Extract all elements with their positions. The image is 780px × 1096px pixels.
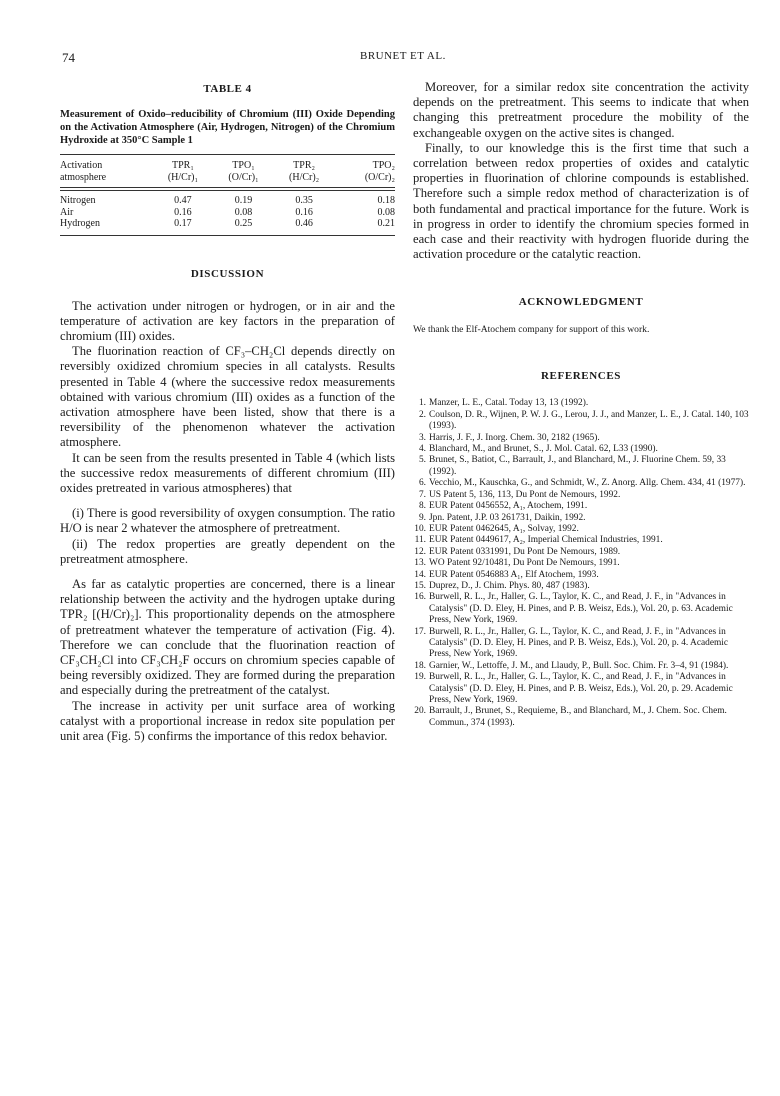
reference-number: 9.: [418, 512, 426, 523]
reference-item: [413, 433, 749, 444]
reference-item: [413, 581, 749, 592]
reference-item: [413, 478, 749, 489]
reference-number: 10.: [414, 523, 426, 534]
col-header-line2: (O/Cr)₂: [364, 172, 395, 183]
reference-item: [413, 661, 749, 672]
reference-item: [413, 513, 749, 524]
paragraph: The activation under nitrogen or hydrogen, or in air and the temperature of activation are key factors in the preparation of chromium (III) oxides.: [60, 298, 395, 343]
table-cell: 0.25: [234, 218, 253, 229]
col-header-line2: atmosphere: [60, 172, 107, 183]
reference-item: [413, 672, 749, 706]
col-header-line1: TPO₂: [372, 160, 395, 171]
col-header-line1: TPR₁: [171, 160, 194, 171]
reference-number: 18.: [414, 660, 426, 671]
paragraph: It can be seen from the results presented in Table 4 (which lists the successive redox measurements of different chromium (III) oxides pretreated in various atmospheres) that: [60, 450, 395, 495]
reference-text: EUR Patent 0462645, A₁, Solvay, 1992.: [429, 523, 579, 534]
reference-number: 3.: [418, 432, 426, 443]
reference-item: [413, 444, 749, 455]
reference-text: Blanchard, M., and Brunet, S., J. Mol. Catal. 62, L33 (1990).: [429, 444, 658, 455]
acknowledgment-text: We thank the Elf-Atochem company for support of this work.: [413, 324, 650, 336]
table-cell: 0.08: [377, 206, 395, 218]
reference-number: 8.: [418, 501, 426, 512]
table-row: [60, 218, 395, 235]
table-col-header: [60, 155, 153, 187]
paragraph: (i) There is good reversibility of oxygen consumption. The ratio H/O is near 2 whatever the atmosphere of pretreatment.: [60, 506, 395, 536]
reference-text: Harris, J. F., J. Inorg. Chem. 30, 2182 (1965).: [429, 432, 600, 443]
reference-item: [413, 547, 749, 558]
col-header-line1: TPR₂: [293, 160, 315, 171]
reference-text: Jpn. Patent, J.P. 03 261731, Daikin, 1992.: [429, 512, 586, 523]
table-title: TABLE 4: [203, 83, 252, 95]
reference-text: WO Patent 92/10481, Du Pont De Nemours, 1991.: [429, 558, 620, 569]
table-cell: 0.21: [377, 218, 395, 229]
reference-number: 15.: [414, 580, 426, 591]
acknowledgment-heading: ACKNOWLEDGMENT: [518, 296, 644, 309]
reference-number: 12.: [414, 546, 426, 557]
table-row: [60, 191, 395, 207]
table-cell: Air: [60, 206, 74, 218]
reference-number: 13.: [414, 558, 426, 569]
running-head: BRUNET ET AL.: [360, 50, 446, 62]
discussion-heading: DISCUSSION: [190, 267, 265, 280]
table-col-header: [274, 155, 335, 187]
reference-text: EUR Patent 0331991, Du Pont De Nemours, 1989.: [429, 546, 621, 557]
table-cell: Nitrogen: [60, 195, 96, 206]
reference-text: Burwell, R. L., Jr., Haller, G. L., Taylor, K. C., and Read, J. F., in "Advances in Catalysis" (D. D. Eley, H. Pines, and P. B. Weisz, Eds.), Vol. 20, p. 63. Academic Press, New York, 1969.: [429, 592, 733, 626]
reference-text: Garnier, W., Lettoffe, J. M., and Llaudy, P., Bull. Soc. Chim. Fr. 3–4, 91 (1984).: [429, 660, 729, 671]
reference-item: [413, 558, 749, 569]
reference-item: [413, 398, 749, 409]
col-header-line2: (H/Cr)₁: [167, 172, 198, 183]
reference-text: Vecchio, M., Kauschka, G., and Schmidt, W., Z. Anorg. Allg. Chem. 434, 41 (1977).: [429, 478, 746, 489]
reference-item: [413, 490, 749, 501]
table-cell: 0.17: [174, 218, 192, 229]
reference-number: 17.: [414, 626, 426, 637]
table-col-header: [334, 155, 395, 187]
table-cell: 0.08: [234, 206, 253, 218]
table-caption: Measurement of Oxido–reducibility of Chromium (III) Oxide Depending on the Activation Atmosphere (Air, Hydrogen, Nitrogen) of the Chromium Hydroxide at 350°C Sample 1: [60, 109, 395, 146]
paragraph: Finally, to our knowledge this is the first time that such a correlation between redox properties of oxides and catalytic properties in fluorination of chlorine compounds is established. Therefore such a simple redox method of characterization is of both fundamental and practical importance for the future. Work is in progress in order to identify the chromium species formed in each case and their reactivity with hydrogen fluoride during the activation procedure or the catalytic reaction.: [413, 140, 749, 262]
table-cell: 0.19: [234, 195, 253, 206]
reference-text: EUR Patent 0546883 A₁, Elf Atochem, 1993.: [429, 569, 599, 580]
reference-item: [413, 455, 749, 478]
table-cell: Hydrogen: [60, 218, 100, 229]
reference-number: 11.: [414, 535, 426, 546]
reference-number: 20.: [414, 706, 426, 717]
reference-text: Manzer, L. E., Catal. Today 13, 13 (1992).: [429, 398, 589, 409]
reference-text: Coulson, D. R., Wijnen, P. W. J. G., Lerou, J. J., and Manzer, L. E., J. Catal. 140, 103 (1993).: [429, 409, 749, 432]
col-header-line2: (O/Cr)₁: [228, 172, 259, 183]
reference-number: 14.: [414, 569, 426, 580]
reference-number: 6.: [418, 478, 426, 489]
table-row: [60, 207, 395, 219]
page-number: 74: [62, 50, 75, 65]
reference-item: [413, 501, 749, 512]
paragraph: As far as catalytic properties are concerned, there is a linear relationship between the activity and the hydrogen uptake during TPR₂ [(H/Cr)₂]. This proportionality depends on the atmosphere of pretreatment whatever the temperature of activation (Fig. 4). Therefore we can conclude that the fluorination reaction of CF₃CH₂Cl into CF₃CH₂F occurs on chromium species capable of being reversibly oxidized. They are formed during the preparation and especially during the pretreatment of the catalyst.: [60, 576, 395, 698]
table-cell: 0.16: [174, 206, 192, 218]
table-cell: 0.16: [295, 206, 313, 218]
reference-item: [413, 592, 749, 626]
reference-item: [413, 706, 749, 729]
paragraph: Moreover, for a similar redox site concentration the activity depends on the pretreatment. This seems to indicate that when changing this pretreatment procedure the mobility of the exchangeable oxygen on the active sites is changed.: [413, 80, 749, 140]
reference-text: Brunet, S., Batiot, C., Barrault, J., and Blanchard, M., J. Fluorine Chem. 59, 33 (1992).: [429, 455, 726, 477]
reference-item: [413, 570, 749, 581]
col-header-line2: (H/Cr)₂: [289, 172, 320, 183]
table-cell: 0.35: [295, 195, 313, 206]
col-header-line1: Activation: [60, 160, 103, 171]
table-cell: 0.46: [295, 218, 313, 229]
table-cell: 0.18: [377, 195, 395, 206]
reference-number: 16.: [414, 592, 426, 603]
reference-number: 7.: [418, 489, 426, 500]
reference-item: [413, 627, 749, 661]
table-col-header: [153, 155, 214, 187]
redox-table: [60, 155, 395, 235]
reference-number: 5.: [418, 455, 426, 466]
right-column: [413, 80, 749, 729]
reference-text: Burwell, R. L., Jr., Haller, G. L., Taylor, K. C., and Read, J. F., in "Advances in Catalysis" (D. D. Eley, H. Pines, and P. B. Weisz, Eds.), Vol. 20, p. 29. Academic Press, New York, 1969.: [429, 672, 733, 705]
reference-number: 4.: [418, 444, 426, 455]
reference-text: US Patent 5, 136, 113, Du Pont de Nemours, 1992.: [429, 489, 621, 500]
references-heading: REFERENCES: [541, 370, 621, 383]
table-cell: 0.47: [174, 195, 192, 206]
left-column: [60, 80, 395, 744]
reference-text: Duprez, D., J. Chim. Phys. 80, 487 (1983).: [429, 580, 590, 591]
reference-text: EUR Patent 0456552, A₁, Atochem, 1991.: [429, 501, 588, 512]
reference-item: [413, 524, 749, 535]
paragraph: The increase in activity per unit surface area of working catalyst with a proportional increase in redox site population per unit area (Fig. 5) confirms the importance of this redox behavior.: [60, 698, 395, 743]
paragraph: The fluorination reaction of CF₃–CH₂Cl depends directly on reversibly oxidized chromium species in all catalysts. Results presented in Table 4 (where the successive redox measurements obtained with various chromium (III) oxides as a function of the activation atmosphere have been listed, show that there is a reversibility of the phenomenon whatever the activation atmosphere.: [60, 344, 395, 450]
col-header-line1: TPO₁: [232, 160, 255, 171]
reference-number: 19.: [414, 672, 426, 683]
reference-list: [413, 398, 749, 729]
reference-number: 1.: [418, 398, 426, 409]
reference-text: EUR Patent 0449617, A₂, Imperial Chemical Industries, 1991.: [429, 535, 663, 546]
reference-text: Barrault, J., Brunet, S., Requieme, B., and Blanchard, M., J. Chem. Soc. Chem. Commun., 374 (1993).: [429, 706, 727, 728]
table-col-header: [213, 155, 274, 187]
reference-number: 2.: [418, 409, 426, 420]
paragraph: (ii) The redox properties are greatly dependent on the pretreatment atmosphere.: [60, 536, 395, 566]
reference-item: [413, 535, 749, 546]
reference-item: [413, 410, 749, 433]
reference-text: Burwell, R. L., Jr., Haller, G. L., Taylor, K. C., and Read, J. F., in "Advances in Catalysis" (D. D. Eley, H. Pines, and P. B. Weisz, Eds.), Vol. 20, p. 4. Academic Press, New York, 1969.: [429, 626, 729, 660]
